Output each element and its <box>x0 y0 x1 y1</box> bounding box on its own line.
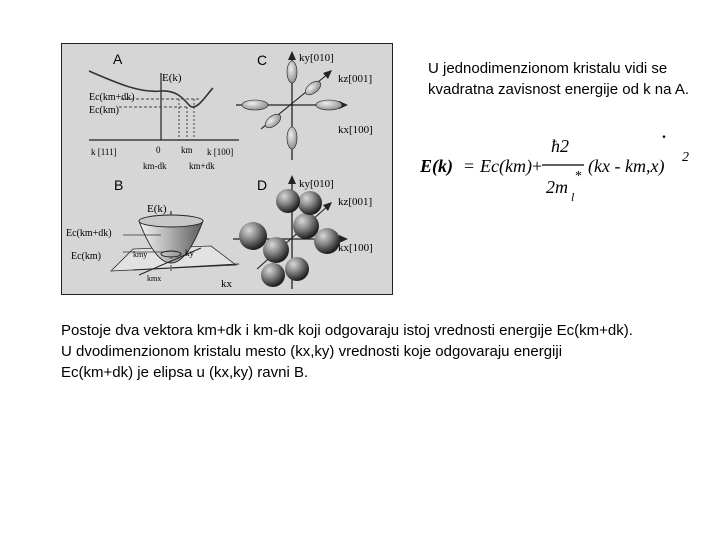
panel-c-kz-label: kz[001] <box>338 73 373 85</box>
panel-c-valley-bottom <box>287 127 297 149</box>
intro-paragraph: U jednodimenzionom kristalu vidi se kvadratna zavisnost energije od k na A. <box>428 60 689 98</box>
panel-c-valley-left <box>242 100 268 110</box>
panel-d-valley-bottom <box>285 257 309 281</box>
panel-a-k100: k [100] <box>207 147 234 157</box>
panel-d-ky-label: ky[010] <box>299 178 334 190</box>
formula-mass-sub: l <box>571 190 575 204</box>
panel-d-valley-top-left <box>276 189 300 213</box>
panel-d-valley-bottom-left <box>261 263 285 287</box>
panel-c-ky-label: ky[010] <box>299 52 334 64</box>
panel-b-kmy: kmy <box>133 250 148 259</box>
band-structure-figure <box>61 43 393 295</box>
formula-paren: (kx - km,x) <box>588 156 665 176</box>
explanation-paragraph <box>61 320 711 383</box>
panel-d-valley-left <box>239 222 267 250</box>
panel-a-origin: 0 <box>156 145 161 155</box>
panel-a-ec-km-dk: Ec(km+dk) <box>89 92 135 103</box>
panel-b-ec-km: Ec(km) <box>71 251 101 262</box>
panel-b-e-label: E(k) <box>147 203 167 215</box>
formula-denominator: 2m <box>546 177 568 197</box>
panel-b-kmx: kmx <box>147 274 162 283</box>
formula-plus: + <box>532 156 543 176</box>
panel-b-ky: ky <box>185 248 194 258</box>
formula-lhs: E(k) <box>420 156 453 176</box>
panel-d-valley-right <box>314 228 340 254</box>
panel-c-valley-right <box>316 100 342 110</box>
panel-c-valley-top <box>287 61 297 83</box>
explanation-line-3: Ec(km+dk) je elipsa u (kx,ky) ravni B. <box>61 364 309 381</box>
formula-term1: Ec(km) <box>480 156 532 176</box>
panel-d-valley-top-right <box>298 191 322 215</box>
explanation-line-2: U dvodimenzionom kristalu mesto (kx,ky) vrednosti koje odgovaraju energiji <box>61 343 563 360</box>
panel-c-letter: C <box>257 52 268 68</box>
formula-eq: = <box>464 156 475 176</box>
formula-star: * <box>575 169 582 184</box>
panel-b-paraboloid-rim <box>139 215 203 227</box>
panel-a-ec-km: Ec(km) <box>89 105 119 116</box>
panel-a-km-plus-dk: km+dk <box>189 161 215 171</box>
panel-d-letter: D <box>257 177 268 193</box>
panel-a-k111: k [111] <box>91 147 117 157</box>
panel-a-km: km <box>181 145 193 155</box>
panel-d-kx-label: kx[100] <box>338 242 373 254</box>
formula-numerator: ħ2 <box>551 136 569 156</box>
panel-b-kx: kx <box>221 278 232 290</box>
explanation-line-1: Postoje dva vektora km+dk i km-dk koji odgovaraju istoj vrednosti energije Ec(km+dk). <box>61 322 633 339</box>
panel-a-letter: A <box>113 51 123 67</box>
formula-power: 2 <box>682 150 689 165</box>
panel-d-valley-front <box>263 237 289 263</box>
panel-a-e-label: E(k) <box>162 72 182 84</box>
panel-b-ec-km-dk: Ec(km+dk) <box>66 228 112 239</box>
panel-b-letter: B <box>114 177 124 193</box>
panel-d-kz-label: kz[001] <box>338 196 373 208</box>
energy-formula <box>418 130 708 205</box>
panel-c-kx-label: kx[100] <box>338 124 373 136</box>
panel-d-valley-back <box>293 213 319 239</box>
panel-a-km-minus-dk: km-dk <box>143 161 167 171</box>
formula-dot: . <box>662 130 666 142</box>
